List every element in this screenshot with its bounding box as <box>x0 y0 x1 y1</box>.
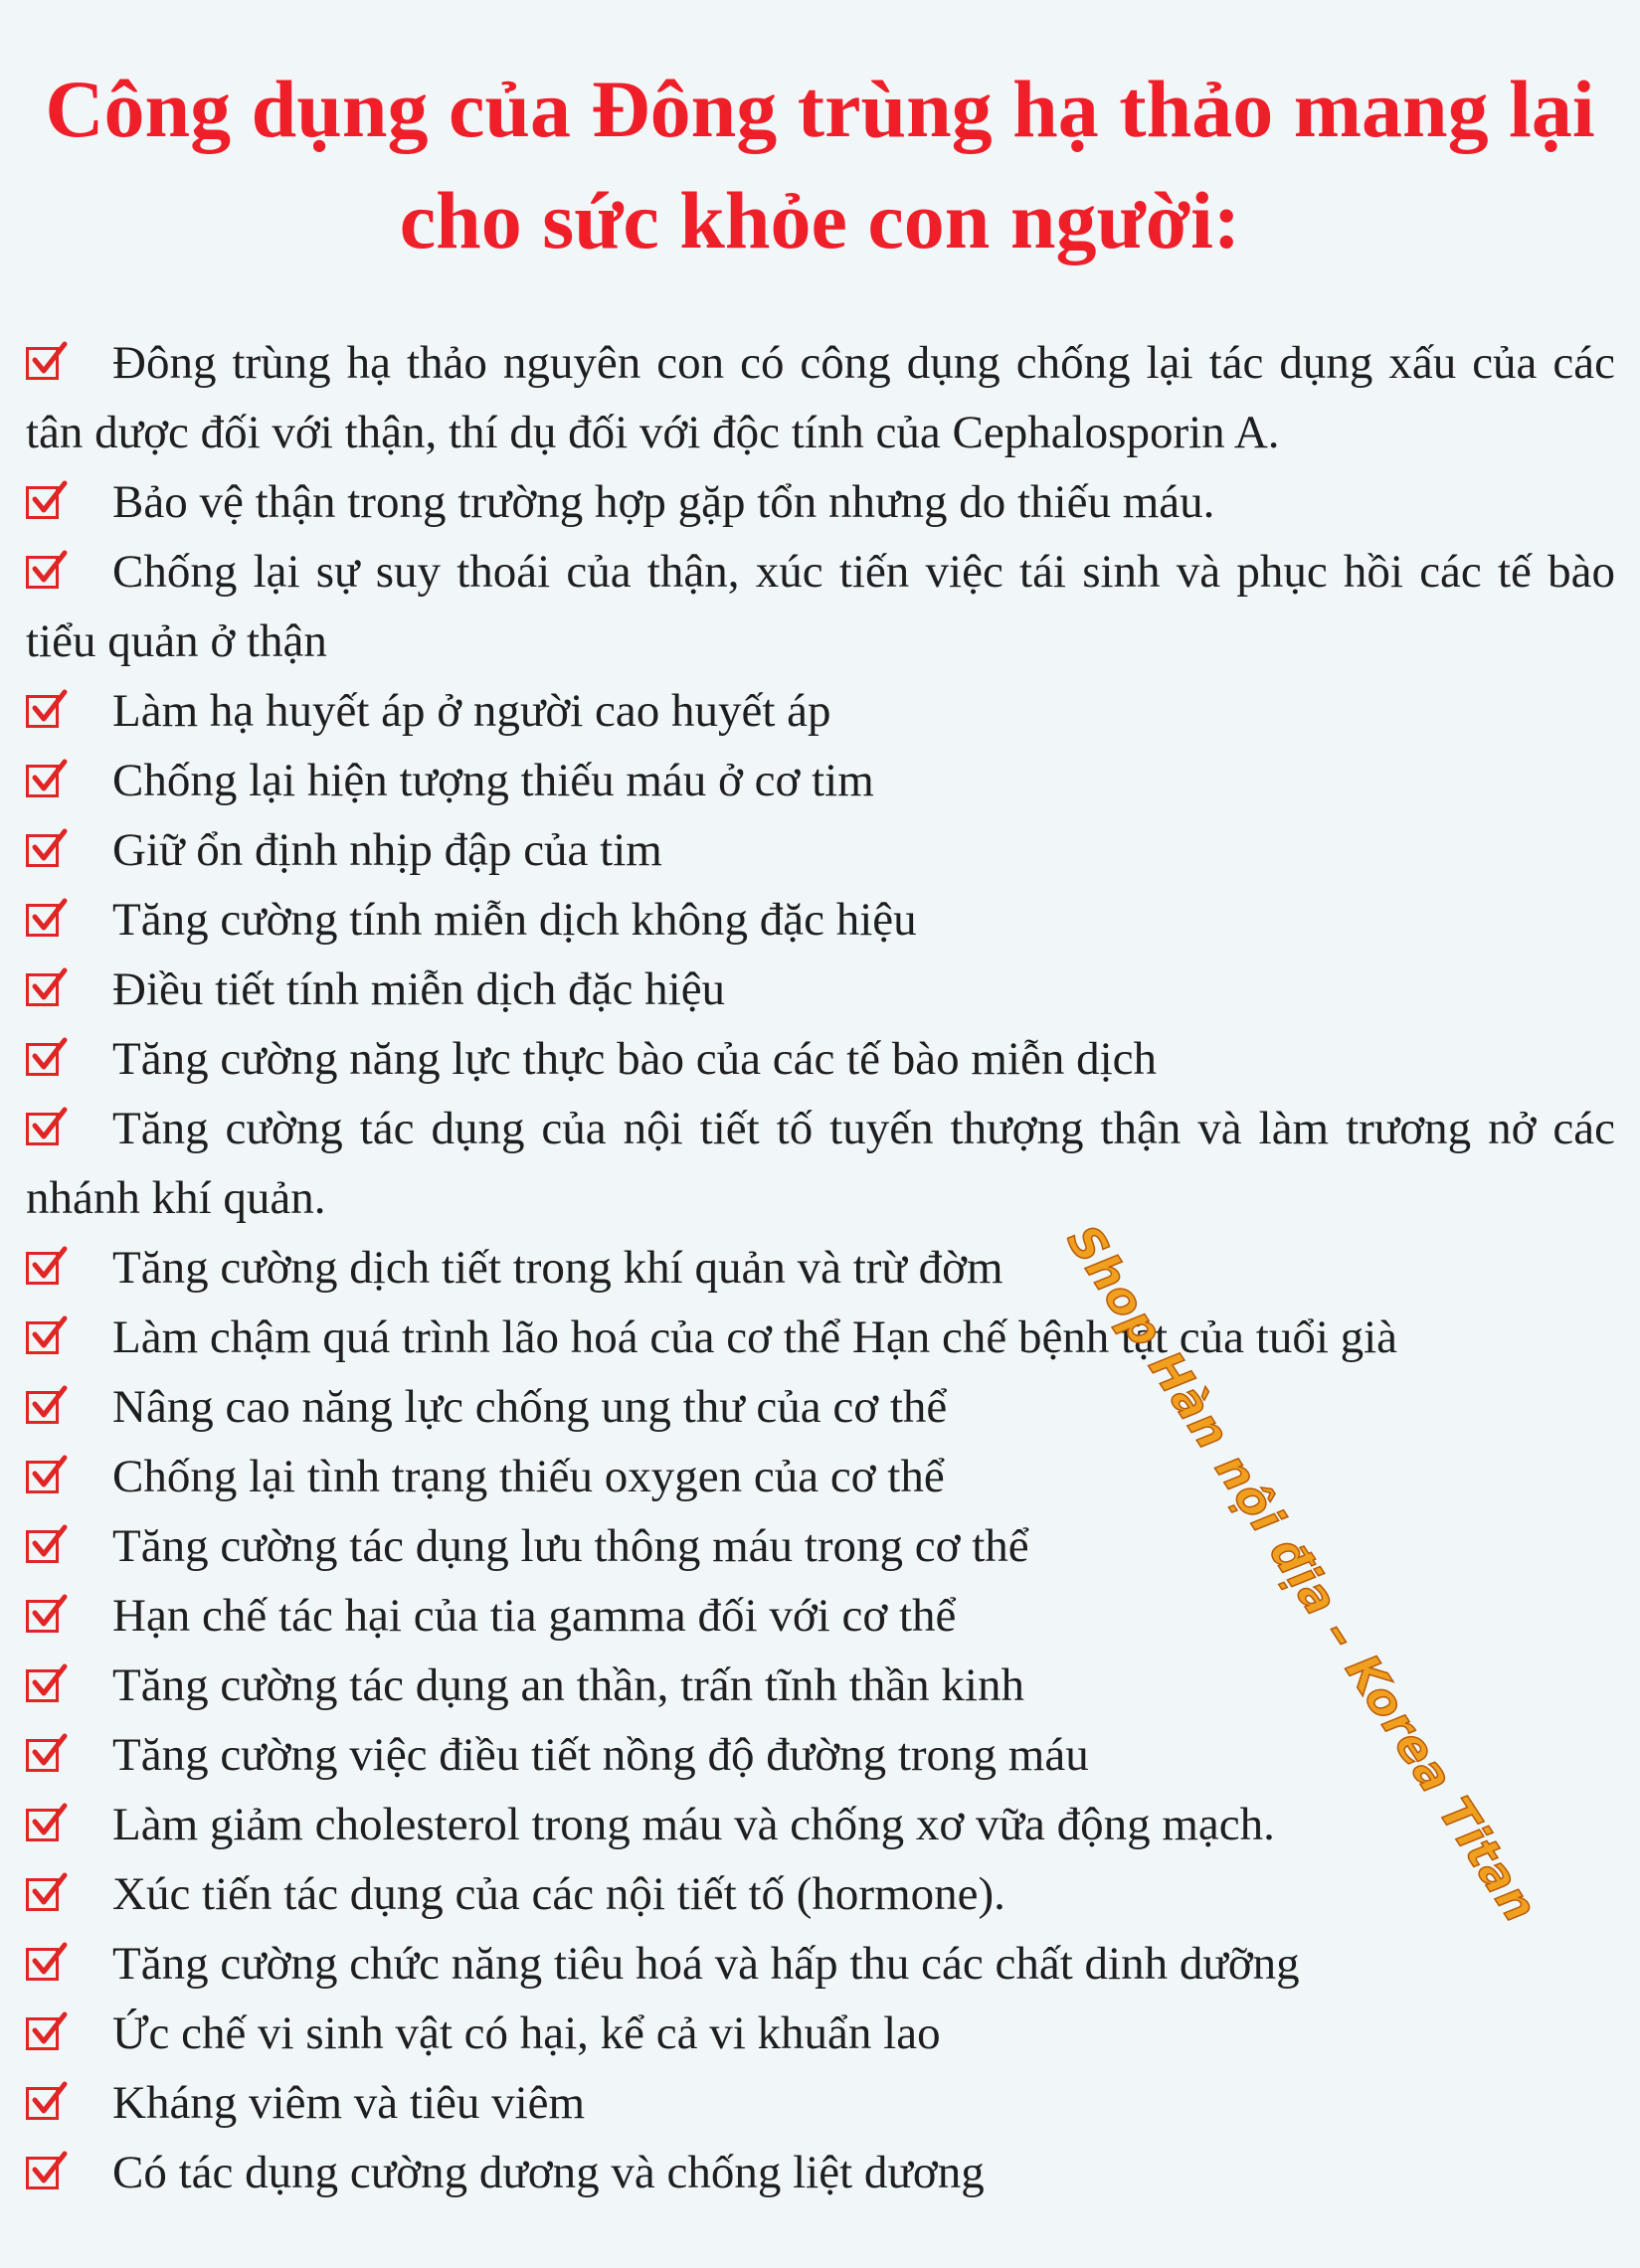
list-item-text: Chống lại hiện tượng thiếu máu ở cơ tim <box>112 755 874 806</box>
list-item-text: Tăng cường dịch tiết trong khí quản và trừ đờm <box>112 1242 1003 1294</box>
title-line-1: Công dụng của Đông trùng hạ thảo mang lại <box>45 64 1595 154</box>
list-item <box>26 1999 1615 2068</box>
list-item <box>26 537 1615 676</box>
list-item-text: Tăng cường việc điều tiết nồng độ đường trong máu <box>112 1729 1089 1781</box>
checkbox-checked-icon <box>26 695 59 728</box>
list-item-text: Hạn chế tác hại của tia gamma đối với cơ thể <box>112 1590 957 1642</box>
list-item-text: Bảo vệ thận trong trường hợp gặp tổn nhưng do thiếu máu. <box>112 476 1215 528</box>
checkbox-checked-icon <box>26 1669 59 1702</box>
list-item-text: Đông trùng hạ thảo nguyên con có công dụng chống lại tác dụng xấu của các tân dược đối với thận, thí dụ đối với độc tính của Cephalosporin A. <box>26 337 1615 458</box>
list-item-text: Chống lại sự suy thoái của thận, xúc tiến việc tái sinh và phục hồi các tế bào tiểu quản ở thận <box>26 546 1615 667</box>
checkbox-checked-icon <box>26 973 59 1006</box>
list-item-text: Tăng cường tác dụng của nội tiết tố tuyến thượng thận và làm trương nở các nhánh khí quản. <box>26 1103 1615 1224</box>
list-item <box>26 815 1615 885</box>
checkbox-checked-icon <box>26 1391 59 1424</box>
checkbox-checked-icon <box>26 1113 59 1145</box>
checkbox-checked-icon <box>26 486 59 519</box>
checkbox-checked-icon <box>26 2087 59 2120</box>
list-item-text: Làm hạ huyết áp ở người cao huyết áp <box>112 685 831 737</box>
checkbox-checked-icon <box>26 1461 59 1493</box>
list-item <box>26 1303 1615 1372</box>
benefit-list <box>26 328 1615 2207</box>
list-item-text: Làm chậm quá trình lão hoá của cơ thể Hạn chế bệnh tật của tuổi già <box>112 1311 1398 1363</box>
list-item <box>26 328 1615 467</box>
list-item-text: Xúc tiến tác dụng của các nội tiết tố (hormone). <box>112 1868 1005 1920</box>
checkbox-checked-icon <box>26 1043 59 1076</box>
checkbox-checked-icon <box>26 1252 59 1285</box>
checkbox-checked-icon <box>26 1530 59 1563</box>
checkbox-checked-icon <box>26 2157 59 2189</box>
list-item <box>26 885 1615 955</box>
list-item <box>26 1094 1615 1233</box>
list-item-text: Tăng cường tính miễn dịch không đặc hiệu <box>112 894 917 946</box>
list-item-text: Nâng cao năng lực chống ung thư của cơ thể <box>112 1381 948 1433</box>
list-item <box>26 1442 1615 1511</box>
list-item-text: Điều tiết tính miễn dịch đặc hiệu <box>112 963 726 1015</box>
list-item <box>26 1372 1615 1442</box>
list-item <box>26 1929 1615 1999</box>
list-item-text: Ức chế vi sinh vật có hại, kể cả vi khuẩn lao <box>112 2007 941 2059</box>
list-item <box>26 676 1615 746</box>
list-item-text: Giữ ổn định nhịp đập của tim <box>112 824 662 876</box>
list-item <box>26 1024 1615 1094</box>
list-item <box>26 955 1615 1024</box>
list-item-text: Tăng cường tác dụng lưu thông máu trong cơ thể <box>112 1520 1029 1572</box>
list-item-text: Kháng viêm và tiêu viêm <box>112 2077 586 2129</box>
list-item-text: Tăng cường chức năng tiêu hoá và hấp thu các chất dinh dưỡng <box>112 1938 1300 1990</box>
checkbox-checked-icon <box>26 1809 59 1841</box>
checkbox-checked-icon <box>26 556 59 589</box>
list-item <box>26 1859 1615 1929</box>
list-item <box>26 467 1615 537</box>
list-item <box>26 1790 1615 1859</box>
checkbox-checked-icon <box>26 1739 59 1772</box>
list-item-text: Tăng cường tác dụng an thần, trấn tĩnh thần kinh <box>112 1659 1024 1711</box>
list-item-text: Chống lại tình trạng thiếu oxygen của cơ thể <box>112 1451 945 1502</box>
checkbox-checked-icon <box>26 1321 59 1354</box>
list-item-text: Có tác dụng cường dương và chống liệt dương <box>112 2147 985 2198</box>
list-item <box>26 1233 1615 1303</box>
checkbox-checked-icon <box>26 834 59 867</box>
checkbox-checked-icon <box>26 765 59 797</box>
checkbox-checked-icon <box>26 347 59 380</box>
list-item <box>26 2138 1615 2207</box>
checkbox-checked-icon <box>26 1600 59 1633</box>
list-item <box>26 1511 1615 1581</box>
title-line-2: cho sức khỏe con người: <box>399 175 1241 265</box>
list-item <box>26 746 1615 815</box>
list-item <box>26 2068 1615 2138</box>
list-item-text: Tăng cường năng lực thực bào của các tế bào miễn dịch <box>112 1033 1157 1085</box>
checkbox-checked-icon <box>26 904 59 937</box>
watermark-text: Shop Hàn nội địa – Korea Titan <box>1056 1215 1549 1932</box>
checkbox-checked-icon <box>26 2017 59 2050</box>
page-title <box>0 54 1640 276</box>
checkbox-checked-icon <box>26 1878 59 1911</box>
checkbox-checked-icon <box>26 1948 59 1981</box>
list-item-text: Làm giảm cholesterol trong máu và chống xơ vữa động mạch. <box>112 1799 1275 1850</box>
